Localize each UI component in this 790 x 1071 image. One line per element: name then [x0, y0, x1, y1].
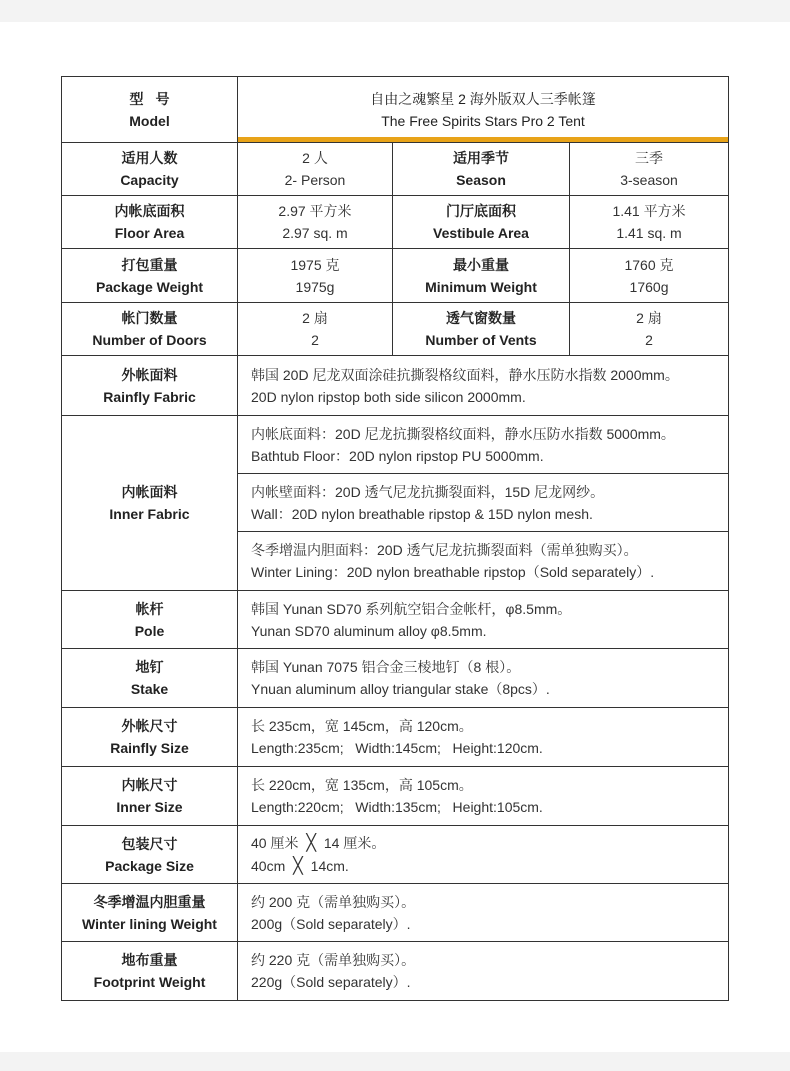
package-weight-label: 打包重量 Package Weight — [62, 249, 238, 303]
times-icon: ╳ — [306, 834, 316, 852]
inner-fabric-row — [62, 416, 729, 474]
capacity-label: 适用人数 Capacity — [62, 143, 238, 196]
inner-fabric-lining: 冬季增温内胆面料：20D 透气尼龙抗撕裂面料（需单独购买）。 Winter Lining：20D nylon breathable ripstop（Sold separately）. — [238, 532, 729, 591]
inner-size-row — [62, 767, 729, 826]
package-size-row — [62, 826, 729, 884]
floor-area-value: 2.97 平方米 2.97 sq. m — [238, 196, 393, 249]
inner-fabric-floor: 内帐底面料：20D 尼龙抗撕裂格纹面料，静水压防水指数 5000mm。 Bathtub Floor：20D nylon ripstop PU 5000mm. — [238, 416, 729, 474]
season-label: 适用季节 Season — [393, 143, 570, 196]
rainfly-size-label: 外帐尺寸 Rainfly Size — [62, 708, 238, 767]
area-row — [62, 196, 729, 249]
footprint-weight-row — [62, 942, 729, 1001]
vestibule-area-label: 门厅底面积 Vestibule Area — [393, 196, 570, 249]
footprint-weight-value: 约 220 克（需单独购买）。 220g（Sold separately）. — [238, 942, 729, 1001]
vents-value: 2 扇 2 — [570, 303, 729, 356]
rainfly-fabric-label: 外帐面料 Rainfly Fabric — [62, 356, 238, 416]
inner-fabric-wall: 内帐壁面料：20D 透气尼龙抗撕裂面料，15D 尼龙网纱。 Wall：20D nylon breathable ripstop & 15D nylon mesh. — [238, 474, 729, 532]
spec-table — [61, 76, 729, 1001]
inner-size-value: 长 220cm，宽 135cm，高 105cm。 Length:220cm; Width:135cm; Height:105cm. — [238, 767, 729, 826]
rainfly-fabric-value: 韩国 20D 尼龙双面涂硅抗撕裂格纹面料，静水压防水指数 2000mm。 20D nylon ripstop both side silicon 2000mm. — [238, 356, 729, 416]
winter-lining-weight-label: 冬季增温内胆重量 Winter lining Weight — [62, 884, 238, 942]
weight-row — [62, 249, 729, 303]
pole-label: 帐杆 Pole — [62, 591, 238, 649]
times-icon: ╳ — [293, 857, 303, 875]
model-label: 型号 Model — [62, 77, 238, 143]
inner-fabric-label: 内帐面料 Inner Fabric — [62, 416, 238, 591]
model-name-en: The Free Spirits Stars Pro 2 Tent — [381, 112, 585, 129]
model-value — [238, 77, 729, 143]
capacity-season-row — [62, 143, 729, 196]
minimum-weight-label: 最小重量 Minimum Weight — [393, 249, 570, 303]
minimum-weight-value: 1760 克 1760g — [570, 249, 729, 303]
capacity-value: 2 人 2- Person — [238, 143, 393, 196]
floor-area-label: 内帐底面积 Floor Area — [62, 196, 238, 249]
rainfly-fabric-row — [62, 356, 729, 416]
doors-value: 2 扇 2 — [238, 303, 393, 356]
package-size-value: 40 厘米 ╳ 14 厘米。 40cm ╳ 14cm. — [238, 826, 729, 884]
footprint-weight-label: 地布重量 Footprint Weight — [62, 942, 238, 1001]
pole-value: 韩国 Yunan SD70 系列航空铝合金帐杆，φ8.5mm。 Yunan SD70 aluminum alloy φ8.5mm. — [238, 591, 729, 649]
model-name-zh: 自由之魂繁星 2 海外版双人三季帐篷 — [370, 90, 596, 107]
stake-value: 韩国 Yunan 7075 铝合金三棱地钉（8 根）。 Ynuan aluminum alloy triangular stake（8pcs）. — [238, 649, 729, 708]
inner-size-label: 内帐尺寸 Inner Size — [62, 767, 238, 826]
winter-lining-weight-row — [62, 884, 729, 942]
rainfly-size-row — [62, 708, 729, 767]
vents-label: 透气窗数量 Number of Vents — [393, 303, 570, 356]
vestibule-area-value: 1.41 平方米 1.41 sq. m — [570, 196, 729, 249]
winter-lining-weight-value: 约 200 克（需单独购买）。 200g（Sold separately）. — [238, 884, 729, 942]
rainfly-size-value: 长 235cm，宽 145cm，高 120cm。 Length:235cm; Width:145cm; Height:120cm. — [238, 708, 729, 767]
package-size-label: 包装尺寸 Package Size — [62, 826, 238, 884]
stake-label: 地钉 Stake — [62, 649, 238, 708]
stake-row — [62, 649, 729, 708]
model-row — [62, 77, 729, 143]
pole-row — [62, 591, 729, 649]
doors-label: 帐门数量 Number of Doors — [62, 303, 238, 356]
accent-bar — [238, 137, 728, 142]
season-value: 三季 3-season — [570, 143, 729, 196]
spec-sheet-page — [0, 22, 790, 1052]
package-weight-value: 1975 克 1975g — [238, 249, 393, 303]
doors-vents-row — [62, 303, 729, 356]
